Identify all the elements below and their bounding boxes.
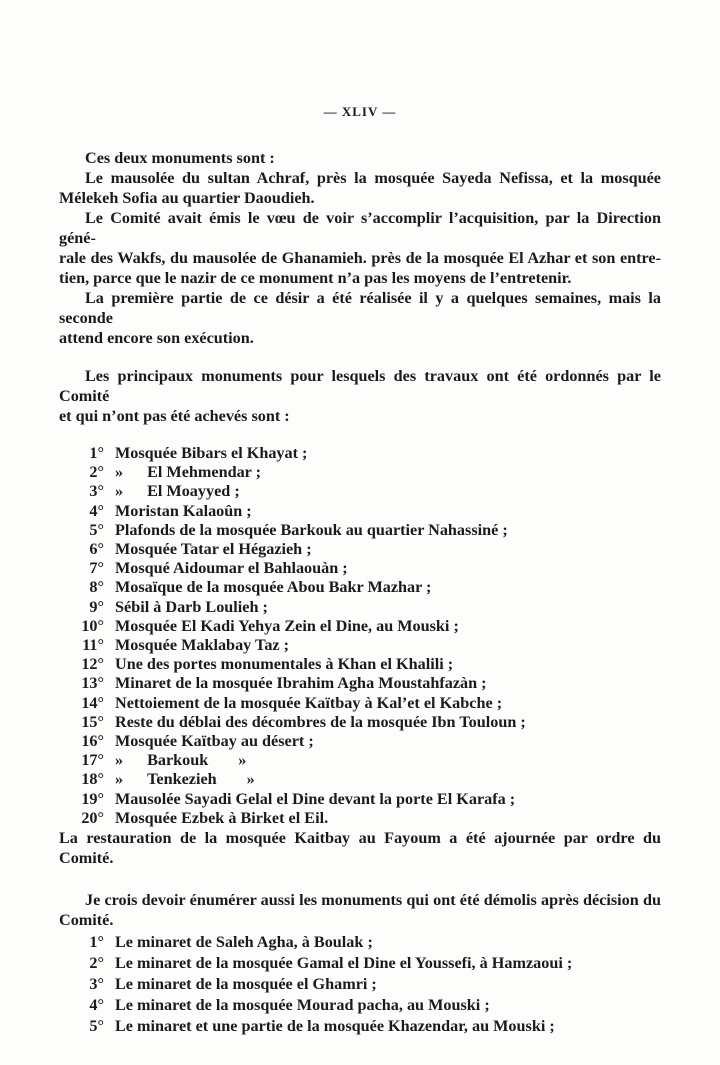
list-item-text: Mosquée Maklabay Taz ;: [115, 636, 290, 655]
list-item: [59, 809, 661, 828]
list-item: [59, 482, 661, 501]
list-item: [59, 521, 661, 540]
list-item-text: El Mehmendar ;: [147, 463, 261, 482]
list-item-text: Sébil à Darb Loulieh ;: [115, 597, 268, 616]
paragraph: [59, 168, 661, 208]
ditto-mark: »: [115, 751, 124, 770]
list-item-number: 1°: [89, 444, 104, 462]
list-item-text: Tenkezieh: [147, 770, 217, 789]
list-item-text: Mosquée Kaïtbay au désert ;: [115, 732, 314, 751]
text-line: Les principaux monuments pour lesquels des travaux ont été ordonnés par le Comité: [59, 367, 661, 405]
list-item-text: Une des portes monumentales à Khan el Khalili ;: [115, 655, 454, 674]
list-item-text: Mosaïque de la mosquée Abou Bakr Mazhar ;: [115, 578, 432, 597]
ditto-mark: »: [115, 770, 124, 789]
list-item: [59, 502, 661, 521]
paragraph: [59, 208, 661, 288]
list-item: [59, 995, 661, 1016]
list-item-number: 3°: [89, 975, 104, 994]
list-item: [59, 617, 661, 636]
list-item-number: 7°: [89, 559, 104, 578]
list-item-number: 3°: [89, 482, 104, 501]
list-item: [59, 540, 661, 559]
list-item-number: 14°: [81, 693, 104, 712]
text-line: Ces deux monuments sont :: [85, 149, 275, 167]
list-item: [59, 1016, 661, 1037]
list-item-number: 1°: [89, 933, 104, 952]
paragraph: [59, 366, 661, 426]
list-item-number: 18°: [81, 770, 104, 789]
text-line: Le Comité avait émis le vœu de voir s’accomplir l’acquisition, par la Direction géné-: [59, 209, 661, 247]
text-line: Je crois devoir énumérer aussi les monuments qui ont été démolis après décision du: [85, 891, 661, 910]
list-item-text: Nettoiement de la mosquée Kaïtbay à Kal’et el Kabche ;: [115, 693, 503, 712]
list-item-text: Mausolée Sayadi Gelal el Dine devant la porte El Karafa ;: [115, 789, 516, 808]
list-item: [59, 790, 661, 809]
list-item-number: 2°: [89, 954, 104, 973]
list-item: [59, 578, 661, 597]
list-item-number: 17°: [81, 751, 104, 770]
text-line: tien, parce que le nazir de ce monument n’a pas les moyens de l’entretenir.: [59, 269, 572, 287]
text-line: La restauration de la mosquée Kaitbay au Fayoum a été ajournée par ordre du Comité.: [59, 829, 661, 868]
list-item: [59, 770, 661, 789]
list-item-number: 5°: [89, 1017, 104, 1036]
list-item-text: Plafonds de la mosquée Barkouk au quartier Nahassiné ;: [115, 520, 508, 539]
unfinished-works-list: [59, 444, 661, 828]
list-item-text: Mosquée El Kadi Yehya Zein el Dine, au Mouski ;: [115, 616, 459, 635]
ditto-mark: »: [115, 482, 124, 501]
text-line: La première partie de ce désir a été réalisée il y a quelques semaines, mais la seconde: [59, 289, 661, 327]
list-item-number: 9°: [89, 597, 104, 616]
list-item: [59, 751, 661, 770]
text-line: rale des Wakfs, du mausolée de Ghanamieh. près de la mosquée El Azhar et son entre-: [59, 249, 661, 267]
list-item-text: Le minaret de Saleh Agha, à Boulak ;: [115, 933, 373, 952]
text-line: Le mausolée du sultan Achraf, près la mosquée Sayeda Nefissa, et la mosquée: [85, 169, 661, 187]
list-item: [59, 559, 661, 578]
list-item-number: 13°: [81, 674, 104, 693]
list-item-text: El Moayyed ;: [147, 482, 240, 501]
paragraph: [59, 288, 661, 348]
paragraph: [59, 148, 661, 168]
list-item: [59, 953, 661, 974]
list-item-number: 2°: [89, 463, 104, 482]
list-item-text: Minaret de la mosquée Ibrahim Agha Moustahfazàn ;: [115, 674, 487, 693]
list-item-number: 10°: [81, 616, 104, 635]
text-line: Mélekeh Sofia au quartier Daoudieh.: [59, 189, 315, 207]
list-item-number: 16°: [81, 732, 104, 751]
list-item-text: Le minaret de la mosquée Gamal el Dine el Youssefi, à Hamzaoui ;: [115, 954, 573, 973]
list-item-text: Mosquée Tatar el Hégazieh ;: [115, 540, 312, 559]
paragraph: [59, 828, 661, 868]
text-line: et qui n’ont pas été achevés sont :: [59, 407, 290, 425]
list-item: [59, 713, 661, 732]
list-item-number: 5°: [89, 520, 104, 539]
list-item: [59, 974, 661, 995]
list-item: [59, 463, 661, 482]
list-item-number: 4°: [89, 501, 104, 520]
demolished-monuments-list: [59, 932, 661, 1037]
ditto-mark: »: [115, 463, 124, 482]
list-item-text: Le minaret de la mosquée el Ghamri ;: [115, 975, 377, 994]
list-item-number: 12°: [81, 655, 104, 674]
ditto-mark: »: [238, 751, 247, 770]
list-item: [59, 694, 661, 713]
list-item: [59, 674, 661, 693]
list-item-text: Mosquée Bibars el Khayat ;: [115, 444, 308, 462]
paragraph: [59, 890, 661, 930]
list-item-number: 11°: [82, 636, 104, 655]
list-item-text: Moristan Kalaoûn ;: [115, 501, 252, 520]
ditto-mark: »: [246, 770, 255, 789]
list-item-number: 15°: [81, 712, 104, 731]
list-item-text: Reste du déblai des décombres de la mosquée Ibn Touloun ;: [115, 712, 526, 731]
list-item-number: 4°: [89, 996, 104, 1015]
list-item: [59, 655, 661, 674]
list-item-number: 6°: [89, 540, 104, 559]
page-number-heading: — XLIV —: [323, 104, 397, 119]
page-body: [59, 148, 661, 1037]
list-item-text: Le minaret et une partie de la mosquée Khazendar, au Mouski ;: [115, 1017, 555, 1036]
list-item-text: Mosqué Aidoumar el Bahlaouàn ;: [115, 559, 348, 578]
list-item: [59, 932, 661, 953]
list-item-number: 19°: [81, 789, 104, 808]
list-item: [59, 598, 661, 617]
list-item-text: Barkouk: [147, 751, 209, 770]
list-item-text: Le minaret de la mosquée Mourad pacha, au Mouski ;: [115, 996, 490, 1015]
list-item: [59, 636, 661, 655]
list-item-number: 8°: [89, 578, 104, 597]
list-item: [59, 444, 661, 463]
list-item-text: Mosquée Ezbek à Birket el Eil.: [115, 808, 329, 827]
list-item: [59, 732, 661, 751]
text-line: Comité.: [59, 911, 114, 930]
text-line: attend encore son exécution.: [59, 329, 254, 347]
list-item-number: 20°: [81, 808, 104, 827]
